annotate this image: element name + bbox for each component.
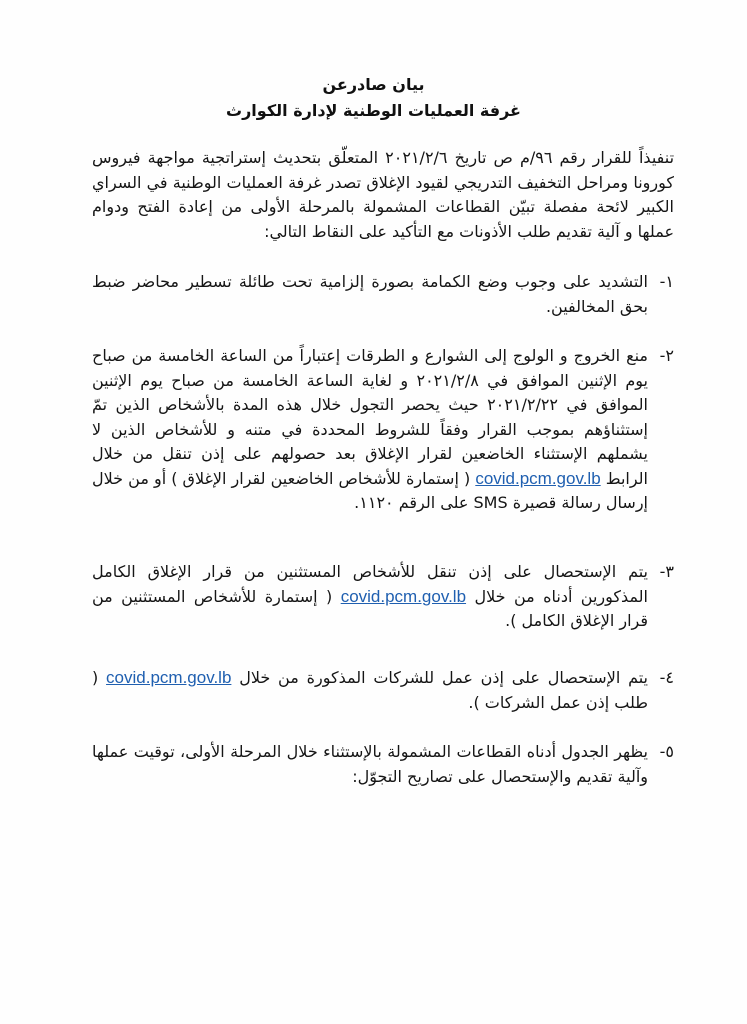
list-item-3: [92, 560, 674, 634]
list-item-1: [92, 270, 674, 319]
item-text-after: ( إستمارة للأشخاص المستثنين من قرار الإغلاق الكامل ).: [92, 586, 648, 630]
item-number: ٥-: [659, 742, 674, 761]
item-text-after: ( إستمارة للأشخاص الخاضعين لقرار الإغلاق ) أو من خلال إرسال رسالة قصيرة SMS على الرقم ١١٢٠.: [91, 468, 648, 512]
statement-header: [0, 72, 747, 124]
item-number: ٢-: [659, 346, 674, 365]
item-number: ٣-: [659, 562, 674, 581]
list-item-4: [92, 666, 674, 715]
item-text: التشديد على وجوب وضع الكمامة بصورة إلزامية تحت طائلة تسطير محاضر ضبط بحق المخالفين.: [92, 272, 648, 316]
header-line-1: بيان صادرعن: [322, 75, 425, 94]
item-text: منع الخروج و الولوج إلى الشوارع و الطرقات إعتباراً من الساعة الخامسة من صباح يوم الإثنين الموافق في ٢٠٢١/٢/٨ و لغاية الساعة الخامسة من صباح يوم الإثنين الموافق في ٢٠٢١/٢/٢٢ حيث يحصر التجول خلال هذه المدة بالأشخاص الذين تمّ إستثناؤهم بموجب القرار وفقاً للشروط المحددة في متنه و للأشخاص الذين لا يشملهم الإستثناء الخاضعين لقرار الإغلاق بعد حصولهم على إذن تنقل من خلال الرابط: [92, 346, 649, 488]
header-line-2: غرفة العمليات الوطنية لإدارة الكوارث: [226, 101, 521, 120]
item-number: ٤-: [659, 668, 674, 687]
item-text: يتم الإستحصال على إذن عمل للشركات المذكورة من خلال: [239, 668, 648, 687]
covid-permit-link[interactable]: covid.pcm.gov.lb: [475, 468, 601, 488]
covid-permit-link[interactable]: covid.pcm.gov.lb: [340, 586, 467, 606]
item-text: يتم الإستحصال على إذن تنقل للأشخاص المستثنين من قرار الإغلاق الكامل المذكورين أدناه من خلال: [92, 562, 649, 606]
item-number: ١-: [659, 272, 674, 291]
covid-permit-link[interactable]: covid.pcm.gov.lb: [106, 668, 232, 687]
list-item-5: [92, 740, 674, 789]
item-text-after: ( طلب إذن عمل الشركات ).: [92, 668, 648, 712]
item-text: يظهر الجدول أدناه القطاعات المشمولة بالإستثناء خلال المرحلة الأولى، توقيت عملها وآلية تقديم والإستحصال على تصاريح التجوّل:: [92, 742, 648, 786]
list-item-2: [92, 344, 674, 516]
intro-paragraph: تنفيذاً للقرار رقم ٩٦/م ص تاريخ ٢٠٢١/٢/٦ المتعلّق بتحديث إستراتجية مواجهة فيروس كورونا ومراحل التخفيف التدريجي لقيود الإغلاق تصدر غرفة العمليات الوطنية في السراي الكبير لائحة مفصلة تبيّن القطاعات المشمولة بالمرحلة الأولى من إعادة الفتح ودوام عملها و آلية تقديم طلب الأذونات مع التأكيد على النقاط التالي:: [92, 148, 675, 241]
